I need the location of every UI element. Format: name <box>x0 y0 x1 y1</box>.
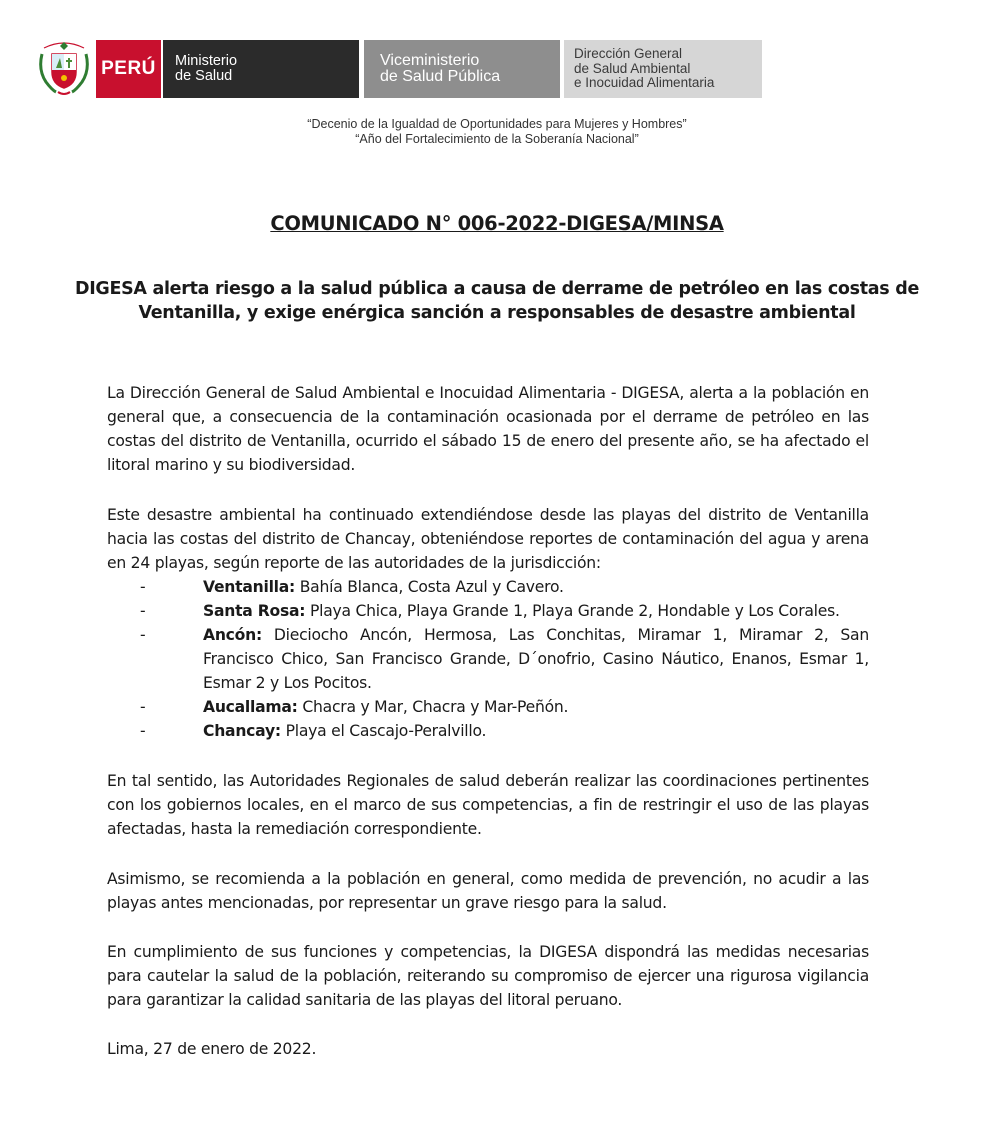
beach-list <box>107 575 869 743</box>
list-dash: - <box>140 626 146 644</box>
list-item <box>107 599 869 623</box>
dg-line1: Dirección General <box>574 46 683 62</box>
list-item <box>107 623 869 695</box>
beach-names: Chacra y Mar, Chacra y Mar-Peñón. <box>302 698 569 716</box>
letterhead <box>38 40 762 98</box>
peru-label: PERÚ <box>96 40 161 98</box>
district-name: Aucallama: <box>203 698 298 716</box>
paragraph-4: Asimismo, se recomienda a la población en general, como medida de prevención, no acudir a las playas antes mencionadas, por representar un grave riesgo para la salud. <box>107 870 869 912</box>
district-name: Ventanilla: <box>203 578 296 596</box>
district-name: Chancay: <box>203 722 281 740</box>
district-name: Santa Rosa: <box>203 602 306 620</box>
decenio-mottos <box>0 117 994 147</box>
list-dash: - <box>140 698 146 716</box>
viceministerio <box>364 40 560 98</box>
list-dash: - <box>140 578 146 596</box>
dg-line3: e Inocuidad Alimentaria <box>574 75 715 91</box>
district-name: Ancón: <box>203 626 262 644</box>
list-item <box>107 575 869 599</box>
paragraph-2: Este desastre ambiental ha continuado extendiéndose desde las playas del distrito de Ventanilla hacia las costas del distrito de Chancay, obteniéndose reportes de contaminación del agua y arena en 24 playas, según reporte de las autoridades de la jurisdicción: <box>107 506 869 572</box>
ministerio-line2: de Salud <box>175 68 233 84</box>
paragraph-5: En cumplimiento de sus funciones y competencias, la DIGESA dispondrá las medidas necesarias para cautelar la salud de la población, reiterando su compromiso de ejercer una rigurosa vigilancia para garantizar la calidad sanitaria de las playas del litoral peruano. <box>107 943 869 1009</box>
beach-names: Playa Chica, Playa Grande 1, Playa Grande 2, Hondable y Los Corales. <box>310 602 840 620</box>
list-item <box>107 695 869 719</box>
decenio-line2: “Año del Fortalecimiento de la Soberanía Nacional” <box>355 132 639 146</box>
direccion-general <box>564 40 762 98</box>
list-item <box>107 719 869 743</box>
paragraph-1: La Dirección General de Salud Ambiental e Inocuidad Alimentaria - DIGESA, alerta a la población en general que, a consecuencia de la contaminación ocasionada por el derrame de petróleo en las costas del distrito de Ventanilla, ocurrido el sábado 15 de enero del presente año, se ha afectado el litoral marino y su biodiversidad. <box>107 384 869 474</box>
headline: DIGESA alerta riesgo a la salud pública a causa de derrame de petróleo en las costas de Ventanilla, y exige enérgica sanción a responsables de desastre ambiental <box>74 279 920 323</box>
document-title: COMUNICADO N° 006-2022-DIGESA/MINSA <box>270 212 724 235</box>
list-dash: - <box>140 722 146 740</box>
national-coat-of-arms-icon <box>38 40 90 98</box>
beach-names: Playa el Cascajo-Peralvillo. <box>285 722 487 740</box>
ministerio-de-salud <box>161 40 359 98</box>
beach-names: Dieciocho Ancón, Hermosa, Las Conchitas, Miramar 1, Miramar 2, San Francisco Chico, San Francisco Grande, D´onofrio, Casino Náutico, Enanos, Esmar 1, Esmar 2 y Los Pocitos. <box>203 626 869 692</box>
ministerio-line1: Ministerio <box>175 53 238 69</box>
vice-line2: de Salud Pública <box>380 68 501 85</box>
paragraph-3: En tal sentido, las Autoridades Regionales de salud deberán realizar las coordinaciones pertinentes con los gobiernos locales, en el marco de sus competencias, a fin de restringir el uso de las playas afectadas, hasta la remediación correspondiente. <box>107 772 869 838</box>
date-line: Lima, 27 de enero de 2022. <box>107 1040 317 1058</box>
list-dash: - <box>140 602 146 620</box>
beach-names: Bahía Blanca, Costa Azul y Cavero. <box>299 578 564 596</box>
dg-line2: de Salud Ambiental <box>574 60 691 76</box>
decenio-line1: “Decenio de la Igualdad de Oportunidades para Mujeres y Hombres” <box>307 117 687 131</box>
vice-line1: Viceministerio <box>380 52 480 69</box>
